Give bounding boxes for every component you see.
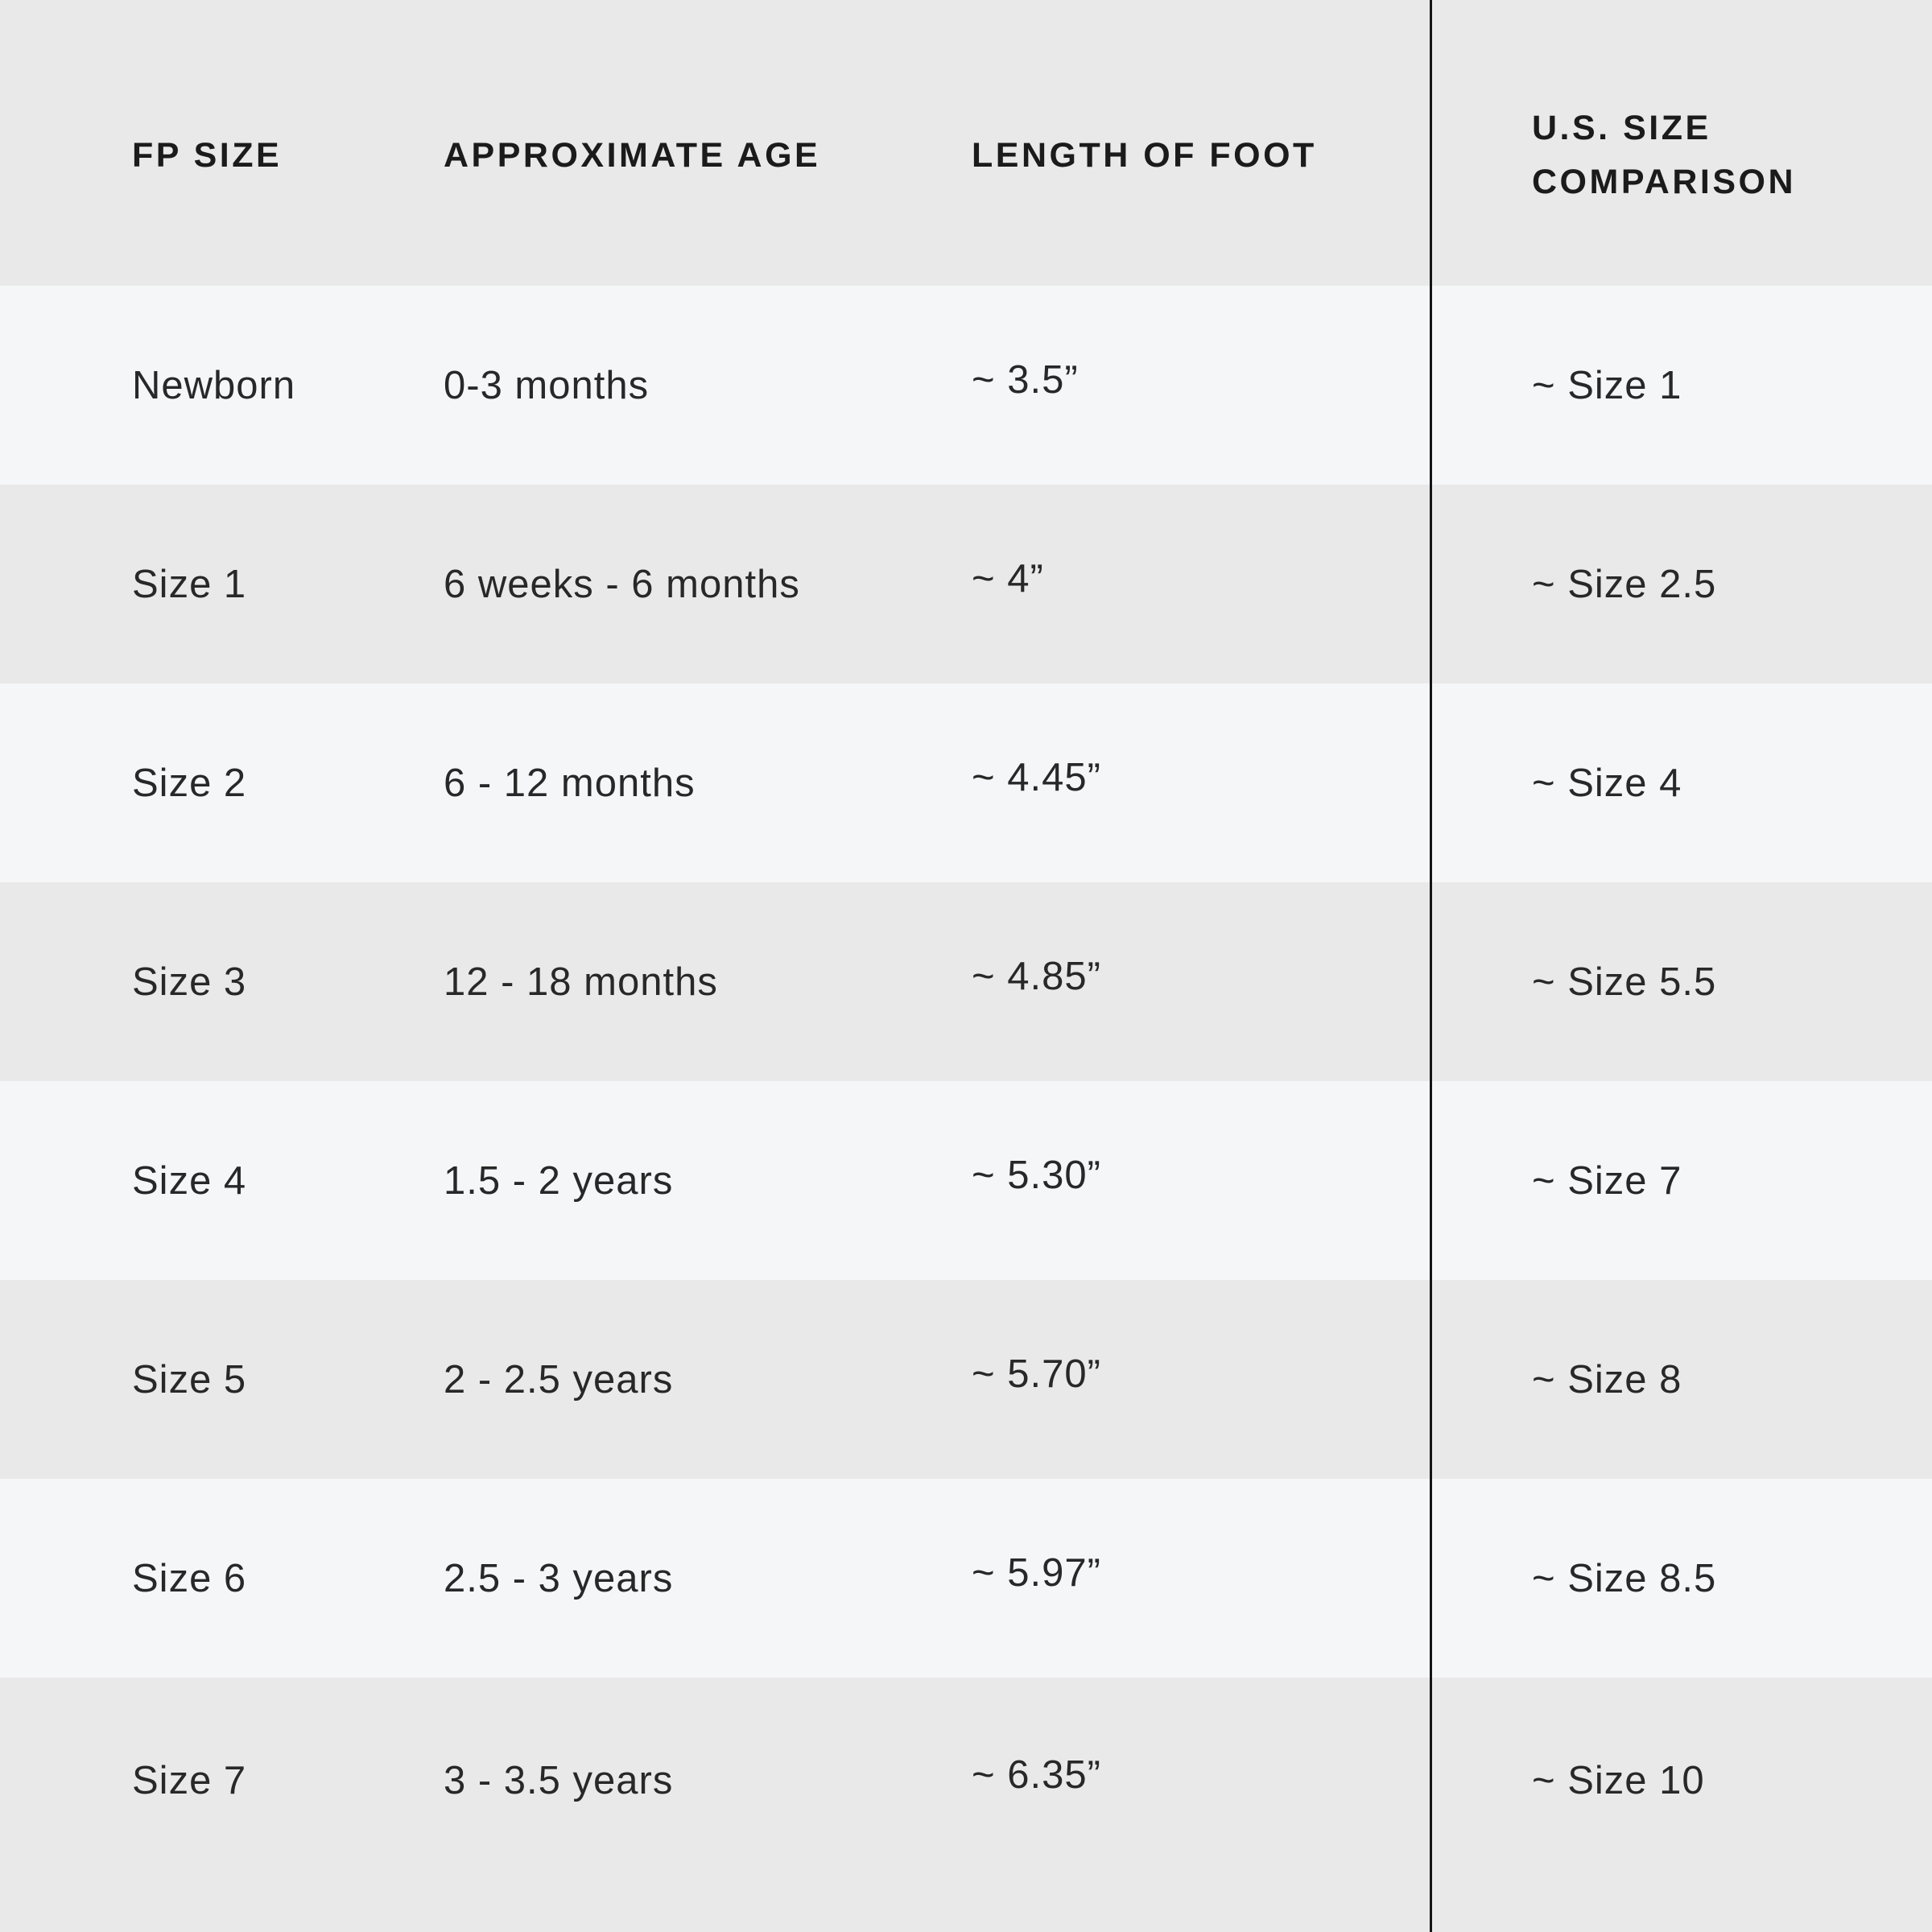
- table-header-row: [0, 0, 1932, 286]
- fp-size-value: Newborn: [132, 363, 296, 407]
- cell-approximate-age: [444, 882, 968, 1081]
- fp-size-value: Size 4: [132, 1158, 247, 1203]
- fp-size-value: Size 2: [132, 761, 247, 805]
- cell-length-of-foot: [968, 485, 1430, 683]
- cell-us-size: [1430, 1280, 1932, 1479]
- cell-fp-size: [0, 485, 444, 683]
- cell-approximate-age: [444, 1479, 968, 1678]
- table-row: [0, 683, 1932, 882]
- fp-size-value: Size 6: [132, 1556, 247, 1600]
- column-header-us-size-comparison-label: U.S. SIZE COMPARISON: [1532, 109, 1797, 201]
- cell-approximate-age: [444, 1678, 968, 1932]
- cell-fp-size: [0, 1081, 444, 1280]
- cell-us-size: [1430, 1081, 1932, 1280]
- us-size-value: ~ Size 7: [1532, 1158, 1682, 1203]
- us-size-value: ~ Size 4: [1532, 761, 1682, 805]
- age-value: 0-3 months: [444, 363, 650, 407]
- fp-size-value: Size 3: [132, 960, 247, 1004]
- cell-fp-size: [0, 1280, 444, 1479]
- cell-length-of-foot: [968, 1280, 1430, 1479]
- table-row: [0, 882, 1932, 1081]
- cell-approximate-age: [444, 1280, 968, 1479]
- cell-us-size: [1430, 1479, 1932, 1678]
- table-row: [0, 485, 1932, 683]
- cell-fp-size: [0, 683, 444, 882]
- cell-us-size: [1430, 286, 1932, 485]
- fp-size-value: Size 1: [132, 562, 247, 606]
- table-row: [0, 1479, 1932, 1678]
- foot-length-value: ~ 4”: [972, 556, 1044, 601]
- foot-length-value: ~ 4.45”: [972, 755, 1101, 799]
- us-size-value: ~ Size 5.5: [1532, 960, 1717, 1004]
- us-size-value: ~ Size 10: [1532, 1759, 1705, 1802]
- age-value: 2 - 2.5 years: [444, 1357, 674, 1402]
- cell-length-of-foot: [968, 882, 1430, 1081]
- foot-length-value: ~ 5.97”: [972, 1550, 1101, 1595]
- cell-us-size: [1430, 485, 1932, 683]
- cell-approximate-age: [444, 485, 968, 683]
- cell-us-size: [1430, 882, 1932, 1081]
- age-value: 3 - 3.5 years: [444, 1759, 674, 1802]
- table-row: [0, 286, 1932, 485]
- foot-length-value: ~ 4.85”: [972, 954, 1101, 998]
- table-row: [0, 1081, 1932, 1280]
- fp-size-value: Size 7: [132, 1759, 247, 1802]
- foot-length-value: ~ 5.30”: [972, 1153, 1101, 1197]
- age-value: 6 - 12 months: [444, 761, 696, 805]
- table-row: [0, 1280, 1932, 1479]
- foot-length-value: ~ 5.70”: [972, 1352, 1101, 1396]
- cell-approximate-age: [444, 286, 968, 485]
- age-value: 1.5 - 2 years: [444, 1158, 674, 1203]
- cell-us-size: [1430, 683, 1932, 882]
- cell-length-of-foot: [968, 286, 1430, 485]
- column-header-fp-size: FP SIZE: [132, 135, 283, 175]
- age-value: 6 weeks - 6 months: [444, 562, 800, 606]
- cell-us-size: [1430, 1678, 1932, 1932]
- column-header-us-size-comparison: [1430, 0, 1932, 286]
- table-row: [0, 1678, 1932, 1932]
- fp-size-value: Size 5: [132, 1357, 247, 1402]
- age-value: 12 - 18 months: [444, 960, 718, 1004]
- us-size-value: ~ Size 8.5: [1532, 1556, 1717, 1600]
- cell-length-of-foot: [968, 1081, 1430, 1280]
- cell-fp-size: [0, 882, 444, 1081]
- cell-length-of-foot: [968, 683, 1430, 882]
- us-size-value: ~ Size 2.5: [1532, 562, 1717, 606]
- foot-length-value: ~ 6.35”: [972, 1753, 1101, 1797]
- cell-fp-size: [0, 1479, 444, 1678]
- cell-length-of-foot: [968, 1479, 1430, 1678]
- us-size-value: ~ Size 8: [1532, 1357, 1682, 1402]
- age-value: 2.5 - 3 years: [444, 1556, 674, 1600]
- cell-fp-size: [0, 1678, 444, 1932]
- foot-length-value: ~ 3.5”: [972, 357, 1079, 402]
- cell-fp-size: [0, 286, 444, 485]
- cell-approximate-age: [444, 1081, 968, 1280]
- column-header-approximate-age: APPROXIMATE AGE: [444, 135, 821, 175]
- column-header-length-of-foot: LENGTH OF FOOT: [972, 135, 1317, 175]
- us-size-value: ~ Size 1: [1532, 363, 1682, 407]
- cell-approximate-age: [444, 683, 968, 882]
- cell-length-of-foot: [968, 1678, 1430, 1932]
